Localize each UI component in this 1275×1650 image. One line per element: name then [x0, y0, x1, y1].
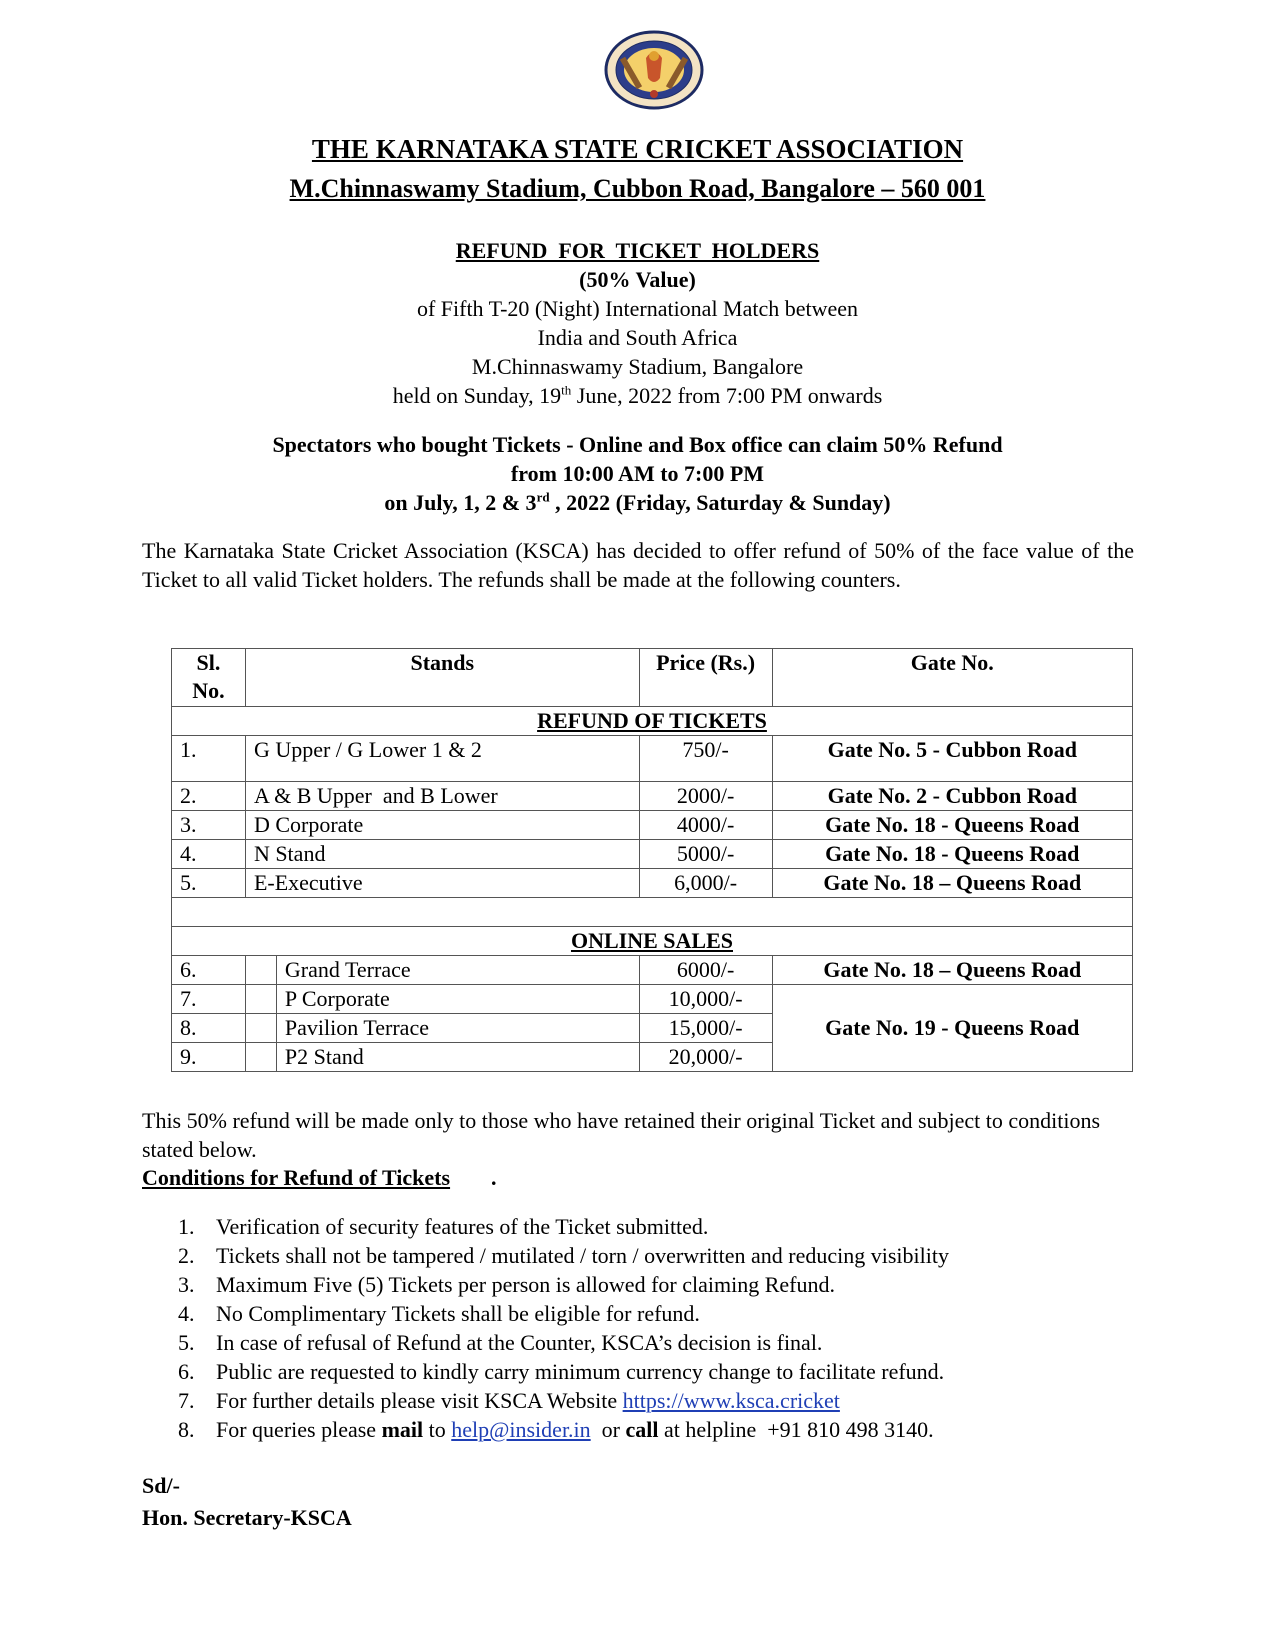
signature-block: [142, 1470, 352, 1534]
table-row: [172, 869, 1133, 898]
help-email-link[interactable]: help@insider.in: [451, 1417, 591, 1442]
conditions-title-dot: .: [491, 1165, 497, 1190]
claim-date-text: on July, 1, 2 & 3: [384, 490, 537, 515]
header-gate: Gate No.: [772, 649, 1132, 707]
claim-line-2: from 10:00 AM to 7:00 PM: [510, 461, 765, 486]
row-stand: A & B Upper and B Lower: [245, 782, 639, 811]
retain-paragraph: This 50% refund will be made only to those who have retained their original Ticket and subject to conditions stated below.: [142, 1108, 1101, 1162]
section-row-refund: [172, 707, 1133, 736]
list-item: [178, 1299, 949, 1328]
row-price: 6,000/-: [639, 869, 772, 898]
row-sl: 3.: [172, 811, 246, 840]
row-gate: Gate No. 5 - Cubbon Road: [772, 736, 1132, 782]
row-sl: 8.: [172, 1014, 246, 1043]
list-item: [178, 1415, 949, 1444]
list-item: [178, 1270, 949, 1299]
row-price: 10,000/-: [639, 985, 772, 1014]
table-row: [172, 840, 1133, 869]
notice-time-text: June, 2022 from 7:00 PM onwards: [571, 383, 883, 408]
header-price: Price (Rs.): [639, 649, 772, 707]
item-text: or: [590, 1417, 626, 1442]
item-number: 5.: [178, 1330, 195, 1355]
spacer-cell: [172, 898, 1133, 927]
ksca-logo-seal: [602, 28, 706, 112]
claim-date-sup: rd: [536, 489, 550, 505]
ksca-website-link[interactable]: https://www.ksca.cricket: [622, 1388, 840, 1413]
claim-days-text: , 2022 (Friday, Saturday & Sunday): [549, 490, 891, 515]
row-gate-merged: Gate No. 19 - Queens Road: [772, 985, 1132, 1072]
item-number: 3.: [178, 1272, 195, 1297]
list-item: [178, 1212, 949, 1241]
conditions-title: Conditions for Refund of Tickets: [142, 1165, 451, 1190]
row-indent: [245, 1014, 276, 1043]
row-gate: Gate No. 18 - Queens Road: [772, 811, 1132, 840]
claim-line-3: [0, 488, 1275, 517]
item-text: to: [423, 1417, 452, 1442]
claim-line-1: Spectators who bought Tickets - Online and Box office can claim 50% Refund: [272, 432, 1003, 457]
row-indent: [245, 956, 276, 985]
list-item: [178, 1357, 949, 1386]
section-refund-title: REFUND OF TICKETS: [172, 707, 1133, 736]
section-online-title: ONLINE SALES: [172, 927, 1133, 956]
item-text-bold-mail: mail: [381, 1417, 424, 1442]
signature-sd: Sd/-: [142, 1473, 180, 1498]
row-gate: Gate No. 2 - Cubbon Road: [772, 782, 1132, 811]
notice-date-sup: th: [561, 382, 572, 398]
item-number: 1.: [178, 1214, 195, 1239]
spacer-row: [172, 898, 1133, 927]
list-item: [178, 1241, 949, 1270]
row-stand: N Stand: [245, 840, 639, 869]
notice-line-3: M.Chinnaswamy Stadium, Bangalore: [471, 354, 804, 379]
row-stand: P Corporate: [276, 985, 639, 1014]
table-row: [172, 956, 1133, 985]
org-name: THE KARNATAKA STATE CRICKET ASSOCIATION: [311, 134, 964, 164]
notice-value: (50% Value): [579, 267, 696, 292]
item-text: Public are requested to kindly carry minimum currency change to facilitate refund.: [216, 1359, 945, 1384]
item-text: Maximum Five (5) Tickets per person is allowed for claiming Refund.: [216, 1272, 835, 1297]
notice-date-text: held on Sunday, 19: [392, 383, 562, 408]
table-header-row: [172, 649, 1133, 707]
row-price: 4000/-: [639, 811, 772, 840]
refund-table: [171, 648, 1133, 1072]
row-gate: Gate No. 18 - Queens Road: [772, 840, 1132, 869]
item-number: 6.: [178, 1359, 195, 1384]
item-text: For further details please visit KSCA Website: [216, 1388, 623, 1413]
row-sl: 2.: [172, 782, 246, 811]
row-price: 5000/-: [639, 840, 772, 869]
notice-block: [0, 236, 1275, 410]
row-sl: 4.: [172, 840, 246, 869]
notice-line-4: [0, 381, 1275, 410]
row-gate: Gate No. 18 – Queens Road: [772, 869, 1132, 898]
item-text: Verification of security features of the Ticket submitted.: [216, 1214, 709, 1239]
claim-block: [0, 430, 1275, 517]
table-row: [172, 736, 1133, 782]
section-row-online: [172, 927, 1133, 956]
item-text: No Complimentary Tickets shall be eligible for refund.: [216, 1301, 700, 1326]
item-number: 7.: [178, 1388, 195, 1413]
table-row: [172, 985, 1133, 1014]
row-price: 20,000/-: [639, 1043, 772, 1072]
row-price: 750/-: [639, 736, 772, 782]
item-text-helpline: at helpline +91 810 498 3140.: [658, 1417, 934, 1442]
org-address: M.Chinnaswamy Stadium, Cubbon Road, Bangalore – 560 001: [289, 174, 986, 203]
list-item: [178, 1386, 949, 1415]
row-sl: 5.: [172, 869, 246, 898]
row-price: 2000/-: [639, 782, 772, 811]
row-indent: [245, 985, 276, 1014]
row-gate: Gate No. 18 – Queens Road: [772, 956, 1132, 985]
header-sl: Sl. No.: [172, 649, 246, 707]
row-price: 15,000/-: [639, 1014, 772, 1043]
row-sl: 7.: [172, 985, 246, 1014]
item-number: 4.: [178, 1301, 195, 1326]
row-stand: Grand Terrace: [276, 956, 639, 985]
table-row: [172, 811, 1133, 840]
item-number: 2.: [178, 1243, 195, 1268]
item-text: Tickets shall not be tampered / mutilated / torn / overwritten and reducing visibility: [216, 1243, 949, 1268]
row-stand: D Corporate: [245, 811, 639, 840]
notice-line-1: of Fifth T-20 (Night) International Match between: [416, 296, 859, 321]
table-row: [172, 782, 1133, 811]
conditions-list: [178, 1212, 949, 1444]
row-stand: E-Executive: [245, 869, 639, 898]
row-sl: 6.: [172, 956, 246, 985]
list-item: [178, 1328, 949, 1357]
row-stand: Pavilion Terrace: [276, 1014, 639, 1043]
row-sl: 9.: [172, 1043, 246, 1072]
notice-title: REFUND FOR TICKET HOLDERS: [455, 238, 820, 263]
item-text-bold-call: call: [625, 1417, 659, 1442]
item-text: For queries please: [216, 1417, 382, 1442]
row-stand: P2 Stand: [276, 1043, 639, 1072]
header-stands: Stands: [245, 649, 639, 707]
row-indent: [245, 1043, 276, 1072]
item-number: 8.: [178, 1417, 195, 1442]
item-text: In case of refusal of Refund at the Counter, KSCA’s decision is final.: [216, 1330, 823, 1355]
notice-line-2: India and South Africa: [537, 325, 738, 350]
row-price: 6000/-: [639, 956, 772, 985]
signature-title: Hon. Secretary-KSCA: [142, 1505, 352, 1530]
row-stand: G Upper / G Lower 1 & 2: [245, 736, 639, 782]
row-sl: 1.: [172, 736, 246, 782]
intro-paragraph: The Karnataka State Cricket Association (KSCA) has decided to offer refund of 50% of the face value of the Ticket to all valid Ticket holders. The refunds shall be made at the following counters.: [142, 538, 1134, 592]
